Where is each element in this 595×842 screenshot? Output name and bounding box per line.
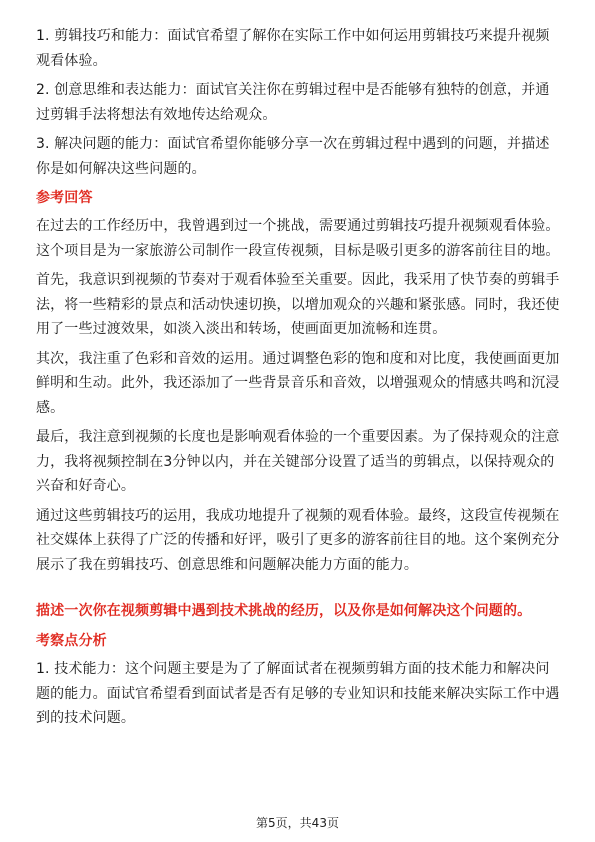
answer-body [36, 214, 562, 577]
reference-answer-heading: 参考回答 [36, 190, 93, 206]
interview-question: 描述一次你在视频剪辑中遇到技术挑战的经历，以及你是如何解决这个问题的。 [36, 603, 532, 619]
page-footer: 第5页，共43页 [256, 816, 339, 830]
list-item: 3. 解决问题的能力：面试官希望你能够分享一次在剪辑过程中遇到的问题，并描述你是如何解决这些问题的。 [36, 136, 550, 177]
list-item: 1. 技术能力：这个问题主要是为了了解面试者在视频剪辑方面的技术能力和解决问题的能力。面试官希望看到面试者是否有足够的专业知识和技能来解决实际工作中遇到的技术问题。 [36, 661, 560, 726]
answer-paragraph: 最后，我注意到视频的长度也是影响观看体验的一个重要因素。为了保持观众的注意力，我将视频控制在3分钟以内，并在关键部分设置了适当的剪辑点，以保持观众的兴奋和好奇心。 [36, 429, 560, 494]
analysis-heading: 考察点分析 [36, 633, 107, 649]
list-item: 1. 剪辑技巧和能力：面试官希望了解你在实际工作中如何运用剪辑技巧来提升视频观看体验。 [36, 28, 550, 69]
answer-paragraph: 在过去的工作经历中，我曾遇到过一个挑战，需要通过剪辑技巧提升视频观看体验。这个项目是为一家旅游公司制作一段宣传视频，目标是吸引更多的游客前往目的地。 [36, 218, 560, 259]
answer-paragraph: 通过这些剪辑技巧的运用，我成功地提升了视频的观看体验。最终，这段宣传视频在社交媒体上获得了广泛的传播和好评，吸引了更多的游客前往目的地。这个案例充分展示了我在剪辑技巧、创意思维和问题解决能力方面的能力。 [36, 507, 560, 573]
list-item: 2. 创意思维和表达能力：面试官关注你在剪辑过程中是否能够有独特的创意，并通过剪辑手法将想法有效地传达给观众。 [36, 82, 550, 123]
answer-paragraph: 其次，我注重了色彩和音效的运用。通过调整色彩的饱和度和对比度，我使画面更加鲜明和生动。此外，我还添加了一些背景音乐和音效，以增强观众的情感共鸣和沉浸感。 [36, 350, 560, 416]
document-page [36, 24, 562, 736]
answer-paragraph: 首先，我意识到视频的节奏对于观看体验至关重要。因此，我采用了快节奏的剪辑手法，将一些精彩的景点和活动快速切换，以增加观众的兴趣和紧张感。同时，我还使用了一些过渡效果，如淡入淡出和转场，使画面更加流畅和连贯。 [36, 272, 560, 337]
points-top-list [36, 24, 562, 181]
analysis-list [36, 657, 562, 731]
